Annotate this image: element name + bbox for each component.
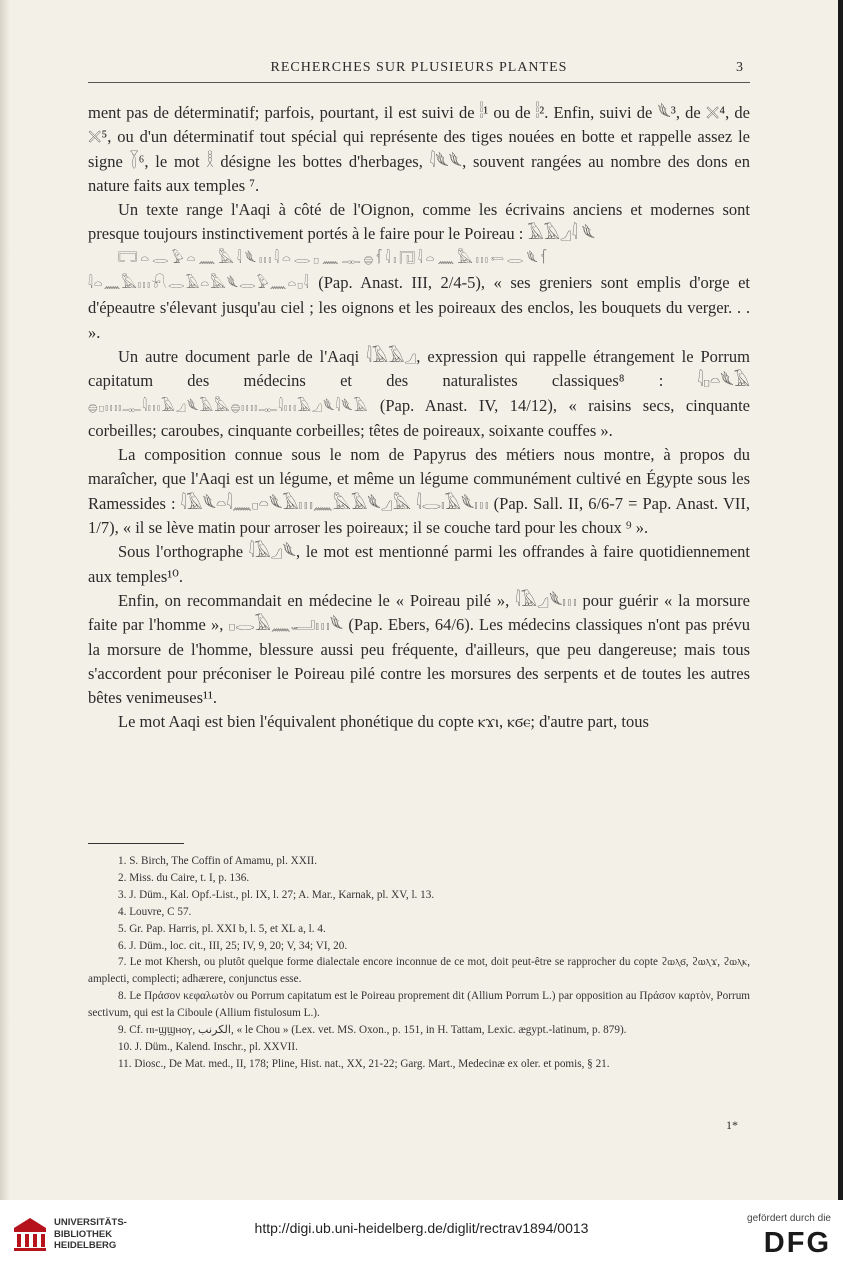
sponsor-label: gefördert durch die	[747, 1213, 831, 1224]
paragraph-5: Sous l'orthographe 𓇋𓄿𓈎𓆰, le mot est mentionné parmi les offrandes à faire quotidiennement aux temples¹⁰.	[88, 542, 750, 586]
dfg-logo: DFG	[763, 1227, 831, 1259]
paragraph-3-tail: (Pap. Anast. IV, 14/12), « raisins secs, cinquante corbeilles; caroubes, cinquante corbeilles; têtes de poireaux, soixante couffes ».	[88, 395, 750, 440]
viewer-footer	[0, 1200, 843, 1266]
footnote-11: 11. Diosc., De Mat. med., II, 178; Pline, Hist. nat., XX, 21-22; Garg. Mart., Medecinæ ex oler. et pomis, § 21.	[118, 1057, 610, 1070]
footnote-1: 1. S. Birch, The Coffin of Amamu, pl. XXII.	[118, 855, 318, 867]
running-head	[88, 60, 750, 83]
footnote-8: 8. Le Πράσον κεφαλωτὸν ou Porrum capitatum est le Poireau proprement dit (Allium Porrum L.) par opposition au Πράσον καρτὸν, Porrum sectivum, qui est la Ciboule (Allium fistulosum L.).	[88, 990, 750, 1020]
signature-mark: 1*	[726, 1118, 738, 1132]
footnote-9: 9. Cf. ⲡⲓ-ϣϣⲏⲟⲩ, الكرنب, « le Chou » (Lex. vet. MS. Oxon., p. 151, in H. Tattam, Lexic. ægypt.-latinum, p. 879).	[118, 1024, 627, 1037]
footnote-6: 6. J. Düm., loc. cit., III, 25; IV, 9, 20; V, 34; VI, 20.	[118, 939, 348, 952]
footnote-4: 4. Louvre, C 57.	[118, 905, 192, 918]
footnote-rule	[88, 843, 184, 844]
page-url-link[interactable]: http://digi.ub.uni-heidelberg.de/diglit/rectrav1894/0013	[254, 1220, 589, 1236]
paragraph-6: Enfin, on recommandait en médecine le « Poireau pilé », 𓇋𓄿𓈎𓆰𓏥 pour guérir « la morsure faite par l'homme », 𓊪𓂋𓄿𓈖𓂝𓏥𓆰 (Pap. Ebers, 64/6). Les médecins classiques n'ont pas prévu la morsure de l'homme, blessure aussi peu fréquente, d'ailleurs, que peu dangereuse; mais tous s'accordent pour préconiser le Poireau pilé contre les morsures des serpents et de toutes les autres bêtes venimeuses¹¹.	[88, 590, 750, 708]
footnote-10: 10. J. Düm., Kalend. Inschr., pl. XXVII.	[118, 1040, 298, 1053]
hieroglyph-line: 𓉐𓏏𓂋𓅱𓏏𓈖𓅓𓇋𓆰𓏥𓇋𓏏𓂋𓊪𓈖𓊃𓐍𓆳𓇋𓏤𓉔𓇋𓏏𓈖𓅓𓏥𓍿𓂋𓆰𓆳	[118, 250, 551, 267]
library-name-line: BIBLIOTHEK	[54, 1228, 113, 1240]
library-name-line: HEIDELBERG	[54, 1240, 117, 1251]
footnote-5: 5. Gr. Pap. Harris, pl. XXI b, l. 5, et XL a, l. 4.	[118, 922, 326, 935]
paragraph-3	[88, 345, 750, 443]
footnote-7: 7. Le mot Khersh, ou plutôt quelque forme dialectale encore inconnue de ce mot, doit peut-être se rapprocher du copte ϩⲱⲗϭ, ϩⲱⲗϫ, ϩⲱⲗⲕ, amplecti, complecti; adhærere, conjunctus esse.	[88, 956, 750, 986]
library-name-line: UNIVERSITÄTS-	[54, 1217, 127, 1228]
paragraph-1: ment pas de déterminatif; parfois, pourtant, il est suivi de 𓏪¹ ou de 𓏪². Enfin, suivi de 𓆰³, de 𓏴⁴, de 𓏴⁵, ou d'un déterminatif tout spécial qui représente des tiges nouées en botte et rappelle assez le signe 𓇅⁶, le mot 𓎛 désigne les bottes d'herbages, 𓇋𓆰𓆰, souvent rangées au nombre des dons en nature faits aux temples ⁷.	[88, 103, 750, 195]
footnotes	[88, 853, 750, 1073]
hieroglyph-line: 𓐍𓊪𓏥𓏤𓊃𓇋𓏥𓄿𓈎𓆰𓄿𓅓𓐍𓏥𓏤𓊃𓇋𓏥𓄿𓈎𓆰𓇋𓆰𓄿	[88, 398, 369, 415]
page-number: 3	[736, 60, 744, 75]
paragraph-2	[88, 198, 750, 345]
body-text	[88, 101, 750, 735]
paragraph-2-text: Un texte range l'Aaqi à côté de l'Oignon, comme les écrivains anciens et modernes sont presque toujours instinctivement portés à le faire pour le Poireau : 𓄿𓄿𓈎𓇋 𓆰	[88, 200, 750, 244]
sponsor-block	[741, 1213, 831, 1259]
paragraph-4: La composition connue sous le nom de Papyrus des métiers nous montre, à propos du maraîcher, que l'Aaqi est un légume, et même un légume communément cultivé en Égypte sous les Ramessides : 𓇋𓄿𓆰𓏏𓇋𓈖𓊪𓏏𓆰𓄿𓏥𓈖𓅓𓄿𓆰𓈎𓅓 𓇋𓂋𓏤𓄿𓆰𓏥 (Pap. Sall. II, 6/6-7 = Pap. Anast. VII, 1/7), « il se lève matin pour arroser les poireaux; il se couche tard pour les choux ⁹ ».	[88, 445, 750, 538]
footnote-2: 2. Miss. du Caire, t. I, p. 136.	[118, 871, 250, 884]
paragraph-2-tail: (Pap. Anast. III, 2/4-5), « ses greniers sont emplis d'orge et d'épeautre s'élevant jusqu'au ciel ; les oignons et les poireaux des enclos, les bouquets du verger. . . ».	[88, 273, 750, 342]
hieroglyph-line: 𓇋𓏏𓈖𓅓𓏥𓍯𓂋𓄿𓏏𓅓𓆰𓂋𓅱𓈖𓏏𓊪𓇋	[88, 276, 310, 293]
running-title: RECHERCHES SUR PLUSIEURS PLANTES	[270, 60, 568, 75]
paragraph-7: Le mot Aaqi est bien l'équivalent phonétique du copte ⲕϫⲓ, ⲕϭⲉ; d'autre part, tous	[118, 712, 649, 732]
footnote-3: 3. J. Düm., Kal. Opf.-List., pl. IX, l. 27; A. Mar., Karnak, pl. XV, l. 13.	[118, 888, 435, 901]
paragraph-3-text: Un autre document parle de l'Aaqi 𓇋𓄿𓄿𓈎, expression qui rappelle étrangement le Porrum capitatum des médecins et des naturalistes classiques⁸ : 𓇋𓊪𓏏𓆰𓄿	[88, 346, 750, 391]
